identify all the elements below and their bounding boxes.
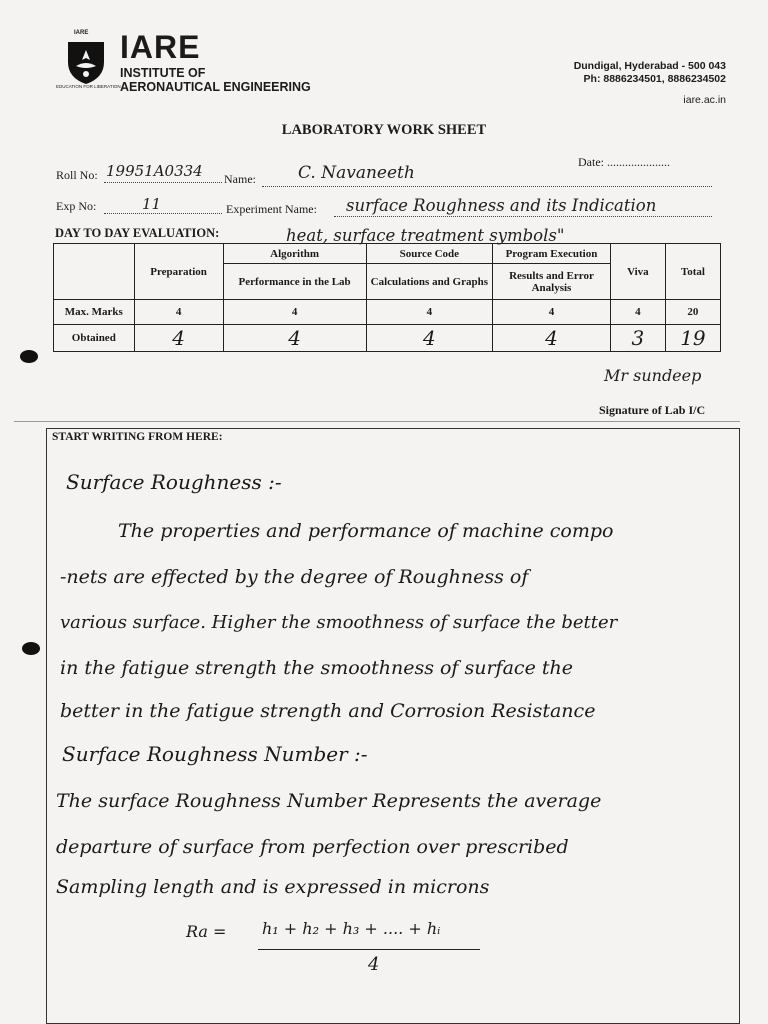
header-program-execution: Program Execution: [492, 244, 610, 264]
logo-ring-text: EDUCATION FOR LIBERATION: [56, 84, 121, 89]
date-field: Date: .....................: [578, 155, 670, 169]
exp-no-value: 11: [142, 195, 162, 213]
experiment-name-label: Experiment Name:: [226, 202, 317, 216]
start-writing-label: START WRITING FROM HERE:: [52, 431, 223, 443]
sheet-title: LABORATORY WORK SHEET: [281, 122, 487, 138]
experiment-name-value-line1: surface Roughness and its Indication: [346, 196, 657, 215]
obtained-cell: 4: [134, 325, 223, 352]
day-to-day-evaluation-label: DAY TO DAY EVALUATION:: [55, 226, 220, 240]
obtained-cell: 4: [223, 325, 366, 352]
max-marks-cell: 20: [665, 300, 720, 325]
obtained-cell: 4: [366, 325, 492, 352]
website: iare.ac.in: [683, 94, 726, 106]
obtained-cell: 3: [610, 325, 665, 352]
handwritten-line: Sampling length and is expressed in microns: [56, 876, 490, 898]
header-viva: Viva: [610, 244, 665, 300]
header-algorithm: Algorithm: [223, 244, 366, 264]
header-total: Total: [665, 244, 720, 300]
header-performance-in-lab: Performance in the Lab: [223, 264, 366, 300]
handwritten-line: -nets are effected by the degree of Roughness of: [60, 566, 529, 588]
name-dots: [262, 186, 712, 187]
corner-cell: [54, 244, 135, 300]
formula-numerator: h₁ + h₂ + h₃ + .... + hᵢ: [262, 919, 441, 938]
max-marks-cell: 4: [610, 300, 665, 325]
evaluation-table: [53, 243, 721, 352]
handwritten-line: The properties and performance of machine compo: [118, 520, 614, 542]
brand-name: IARE: [120, 29, 201, 65]
name-label: Name:: [224, 172, 256, 186]
header-results-error-analysis: Results and Error Analysis: [492, 264, 610, 300]
phone: Ph: 8886234501, 8886234502: [583, 73, 726, 85]
signature-label: Signature of Lab I/C: [599, 403, 706, 417]
max-marks-cell: 4: [134, 300, 223, 325]
roll-dots: [104, 182, 222, 183]
punch-hole: [22, 642, 40, 655]
handwritten-line: better in the fatigue strength and Corrosion Resistance: [60, 700, 596, 722]
experiment-name-value-line2: heat, surface treatment symbols": [286, 226, 565, 245]
signature-handwritten: Mr sundeep: [604, 366, 702, 385]
handwritten-line: The surface Roughness Number Represents the average: [56, 790, 602, 812]
roll-value: 19951A0334: [106, 162, 203, 180]
header-source-code: Source Code: [366, 244, 492, 264]
name-value: C. Navaneeth: [298, 163, 415, 183]
formula-denominator: 4: [368, 954, 380, 975]
address: Dundigal, Hyderabad - 500 043: [573, 60, 726, 72]
header-preparation: Preparation: [134, 244, 223, 300]
handwritten-heading: Surface Roughness Number :-: [62, 742, 368, 766]
max-marks-cell: 4: [366, 300, 492, 325]
handwritten-line: departure of surface from perfection over prescribed: [56, 836, 569, 858]
handwritten-line: various surface. Higher the smoothness of surface the better: [60, 612, 618, 633]
handwritten-line: in the fatigue strength the smoothness of surface the: [60, 657, 573, 679]
obtained-cell: 4: [492, 325, 610, 352]
obtained-cell: 19: [665, 325, 720, 352]
punch-hole: [20, 350, 38, 363]
section-divider: [14, 421, 740, 422]
obtained-label: Obtained: [54, 325, 135, 352]
experiment-name-dots: [334, 216, 712, 217]
contact-block: [574, 60, 726, 86]
exp-no-dots: [104, 213, 222, 214]
iare-logo-emblem: [64, 36, 108, 86]
header-calculations-graphs: Calculations and Graphs: [366, 264, 492, 300]
roll-label: Roll No:: [56, 168, 98, 182]
max-marks-cell: 4: [492, 300, 610, 325]
max-marks-label: Max. Marks: [54, 300, 135, 325]
brand-subtitle: INSTITUTE OF AERONAUTICAL ENGINEERING: [120, 66, 311, 94]
max-marks-cell: 4: [223, 300, 366, 325]
logo-top-text: IARE: [74, 30, 89, 36]
fraction-bar: [258, 949, 480, 950]
formula-lhs: Ra =: [186, 922, 227, 941]
exp-no-label: Exp No:: [56, 199, 97, 213]
handwritten-heading: Surface Roughness :-: [66, 470, 282, 494]
